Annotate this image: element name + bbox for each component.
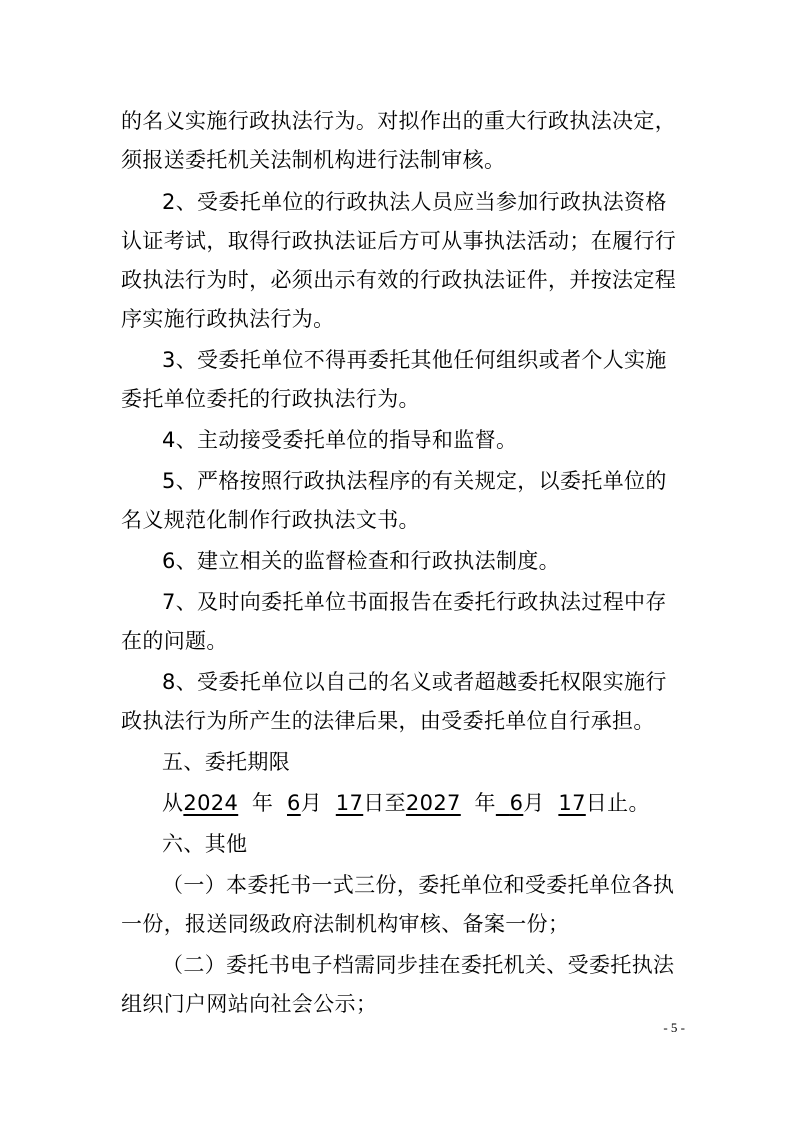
period-end-word: 日止。 bbox=[585, 791, 650, 815]
period-end-year: 2027 bbox=[405, 791, 461, 815]
period-end-month: 6 bbox=[509, 791, 524, 815]
period-month-word-2: 月 bbox=[523, 791, 545, 815]
text-line: 3、受委托单位不得再委托其他任何组织或者个人实施 bbox=[162, 348, 667, 372]
text-line: 组织门户网站向社会公示； bbox=[121, 992, 378, 1016]
period-from: 从 bbox=[162, 791, 184, 815]
text-line: 序实施行政执法行为。 bbox=[121, 307, 335, 331]
period-day-to: 日至 bbox=[363, 791, 406, 815]
text-line: 名义规范化制作行政执法文书。 bbox=[121, 508, 420, 532]
period-end-day: 17 bbox=[558, 791, 586, 815]
text-line: 2、受委托单位的行政执法人员应当参加行政执法资格 bbox=[162, 190, 667, 214]
text-line: 6、建立相关的监督检查和行政执法制度。 bbox=[162, 549, 561, 573]
page-number: - 5 - bbox=[663, 1020, 685, 1035]
text-line: 5、严格按照行政执法程序的有关规定，以委托单位的 bbox=[162, 469, 667, 493]
section-heading: 五、委托期限 bbox=[162, 750, 291, 774]
text-line: （二）委托书电子档需同步挂在委托机关、受委托执法 bbox=[162, 953, 675, 977]
section-heading: 六、其他 bbox=[162, 832, 248, 856]
text-line: 政执法行为时，必须出示有效的行政执法证件，并按法定程 bbox=[121, 268, 677, 292]
period-month-word: 月 bbox=[300, 791, 323, 815]
text-line: 4、主动接受委托单位的指导和监督。 bbox=[162, 428, 518, 452]
period-start-year: 2024 bbox=[183, 791, 239, 815]
period-year-word-2: 年 bbox=[474, 791, 496, 815]
text-line: 一份，报送同级政府法制机构审核、备案一份； bbox=[121, 912, 570, 936]
text-line: 认证考试，取得行政执法证后方可从事执法活动；在履行行 bbox=[121, 229, 677, 253]
text-line: 7、及时向委托单位书面报告在委托行政执法过程中存 bbox=[162, 590, 667, 614]
period-year-word: 年 bbox=[251, 791, 274, 815]
period-start-month: 6 bbox=[287, 791, 301, 815]
text-line: 政执法行为所产生的法律后果，由受委托单位自行承担。 bbox=[121, 709, 655, 733]
text-line: 8、受委托单位以自己的名义或者超越委托权限实施行 bbox=[162, 670, 667, 694]
text-line: （一）本委托书一式三份，委托单位和受委托单位各执 bbox=[162, 873, 675, 897]
period-start-day: 17 bbox=[335, 791, 364, 815]
text-line: 须报送委托机关法制机构进行法制审核。 bbox=[121, 148, 506, 172]
text-line: 委托单位委托的行政执法行为。 bbox=[121, 387, 420, 411]
entrustment-period bbox=[162, 789, 722, 817]
text-line: 的名义实施行政执法行为。对拟作出的重大行政执法决定， bbox=[121, 109, 677, 133]
text-line: 在的问题。 bbox=[121, 629, 228, 653]
